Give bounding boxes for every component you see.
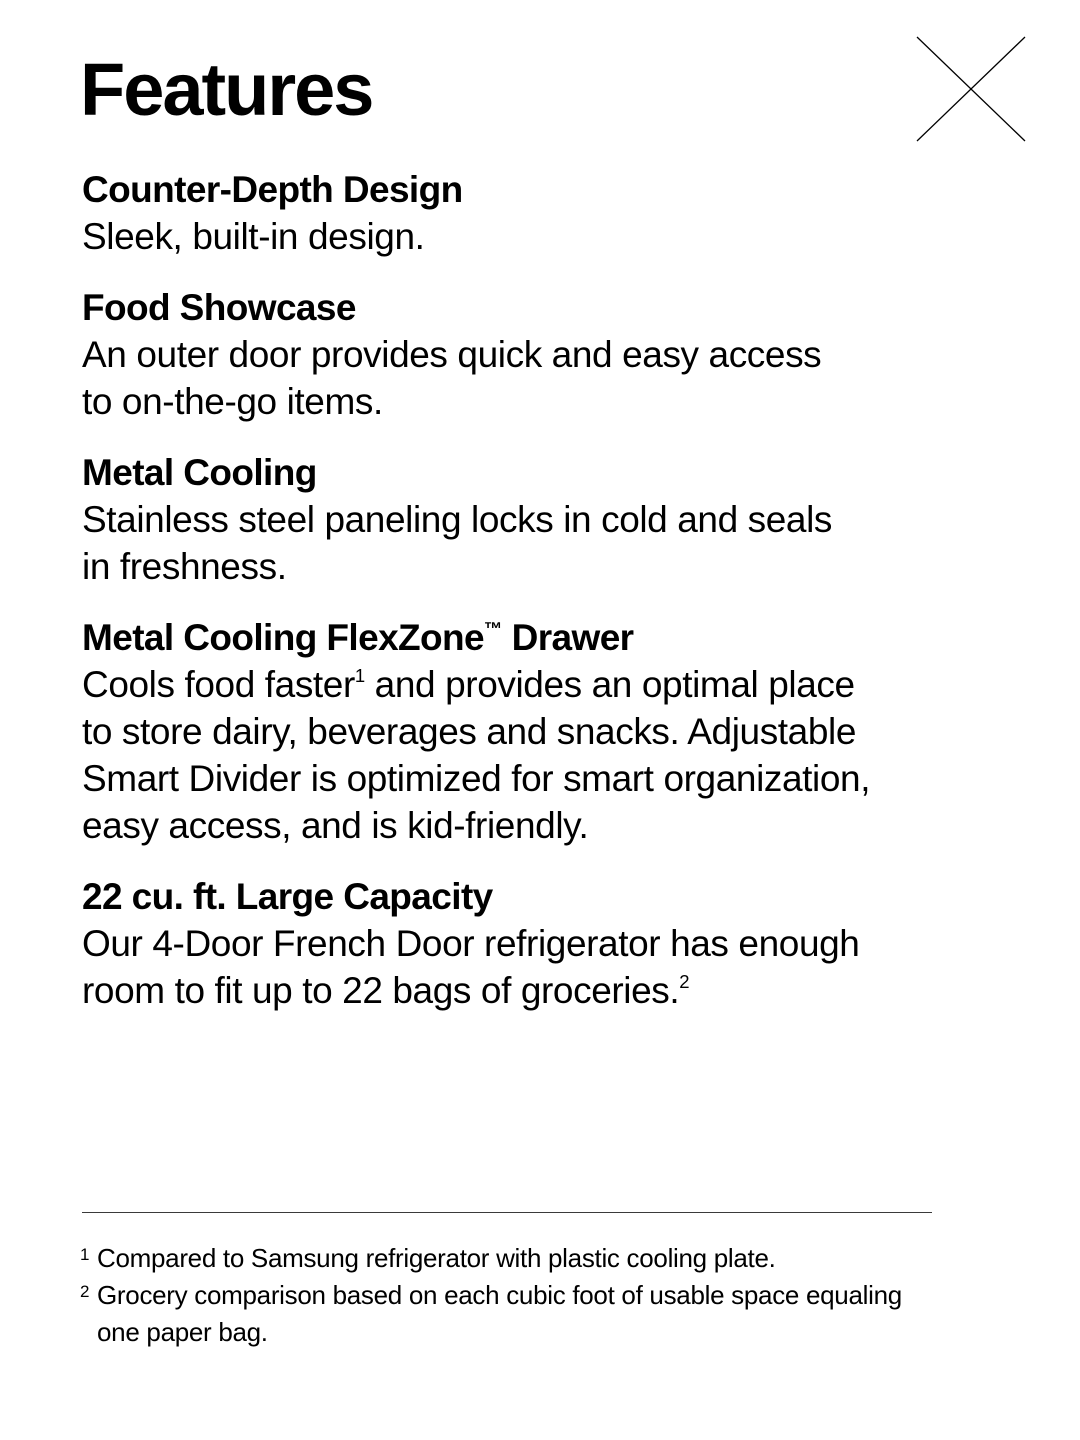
feature-title: Counter-Depth Design: [82, 169, 463, 210]
feature-counter-depth-design: [82, 166, 982, 260]
feature-title-suffix: Drawer: [501, 617, 634, 658]
feature-description: [82, 496, 982, 590]
feature-title: Metal Cooling: [82, 452, 317, 493]
footnote-text: Grocery comparison based on each cubic foot of usable space equaling one paper bag.: [97, 1280, 902, 1347]
footnote-text: Compared to Samsung refrigerator with plastic cooling plate.: [97, 1243, 776, 1273]
feature-title: 22 cu. ft. Large Capacity: [82, 876, 493, 917]
description-text: room to fit up to 22 bags of groceries.: [82, 970, 680, 1011]
description-text: Cools food faster: [82, 664, 355, 705]
description-line: easy access, and is kid-friendly.: [82, 805, 589, 846]
feature-large-capacity: [82, 873, 982, 1014]
footnotes: [80, 1240, 940, 1351]
description-line: in freshness.: [82, 546, 287, 587]
description-line: Smart Divider is optimized for smart organization,: [82, 758, 871, 799]
footnote-number: 2: [80, 1282, 90, 1301]
footnote-number: 1: [80, 1245, 90, 1264]
feature-metal-cooling: [82, 449, 982, 590]
description-line: to on-the-go items.: [82, 381, 383, 422]
features-list: [82, 166, 982, 1038]
feature-food-showcase: [82, 284, 982, 425]
footnote-ref-1: 1: [354, 665, 365, 687]
close-icon[interactable]: [916, 36, 1026, 142]
feature-description: [82, 213, 982, 260]
feature-description: [82, 920, 982, 1014]
trademark-symbol: ™: [484, 618, 502, 640]
feature-title: [82, 614, 982, 661]
feature-flexzone-drawer: [82, 614, 982, 849]
feature-description: [82, 331, 982, 425]
feature-description: [82, 661, 982, 849]
feature-title-text: Metal Cooling FlexZone: [82, 617, 485, 658]
description-line: to store dairy, beverages and snacks. Adjustable: [82, 711, 857, 752]
footnote-2: [80, 1277, 940, 1351]
description-line: [82, 661, 982, 708]
description-line: [82, 967, 982, 1014]
page-title: Features: [80, 48, 373, 131]
description-line: Stainless steel paneling locks in cold and seals: [82, 499, 833, 540]
description-line: An outer door provides quick and easy access: [82, 334, 822, 375]
footnote-1: [80, 1240, 940, 1277]
description-text: and provides an optimal place: [364, 664, 855, 705]
description-line: Sleek, built-in design.: [82, 216, 425, 257]
description-line: Our 4-Door French Door refrigerator has enough: [82, 923, 860, 964]
feature-title: Food Showcase: [82, 287, 356, 328]
footnote-ref-2: 2: [679, 971, 690, 993]
footnote-divider: [82, 1212, 932, 1213]
